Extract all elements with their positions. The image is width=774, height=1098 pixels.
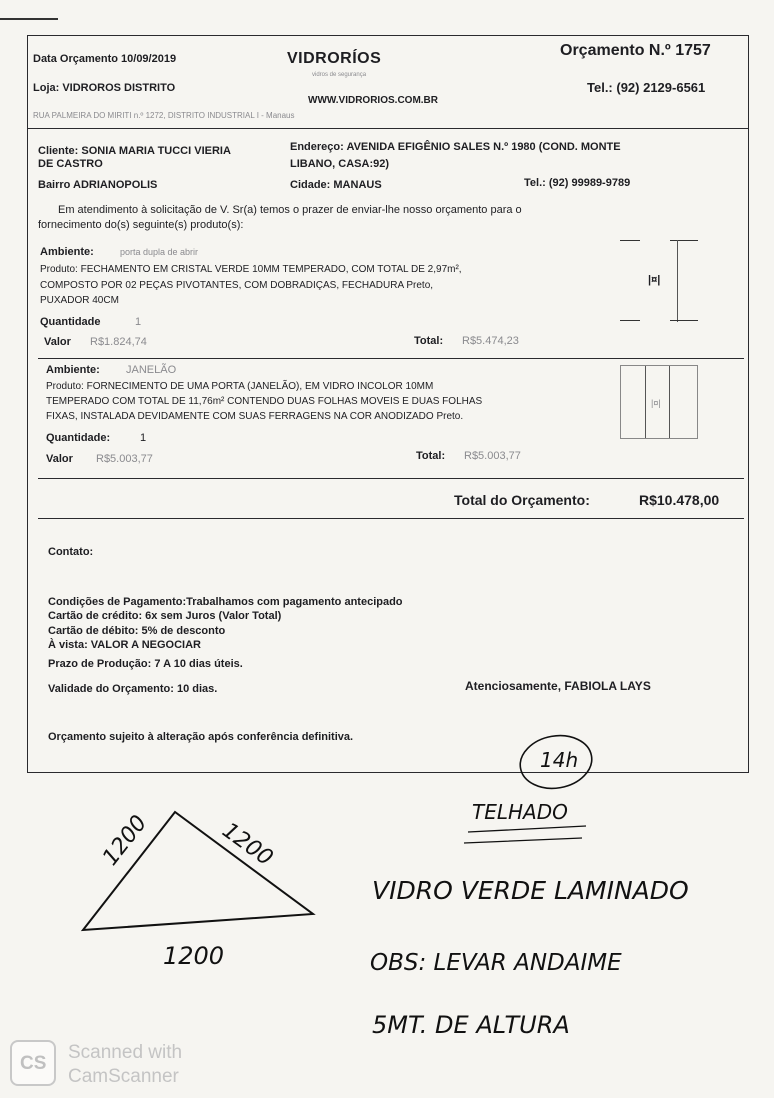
item2-total-label: Total: [416,450,446,462]
company-phone: Tel.: (92) 2129-6561 [587,80,706,95]
contact-label: Contato: [48,546,94,558]
item1-quantidade-value: 1 [135,316,142,328]
handwritten-initials: 14h [540,748,579,772]
cash-terms: À vista: VALOR A NEGOCIAR [48,639,201,651]
client-neighborhood: Bairro ADRIANOPOLIS [38,179,158,191]
signoff: Atenciosamente, FABIOLA LAYS [465,679,651,693]
item2-window-handle: |¤| [651,398,661,408]
item2-produto-3: FIXAS, INSTALADA DEVIDAMENTE COM SUAS FERRAGENS NA COR ANODIZADO Preto. [46,411,464,422]
payment-terms: Condições de Pagamento:Trabalhamos com pagamento antecipado [48,596,403,608]
title-underline [464,826,586,843]
disclaimer: Orçamento sujeito à alteração após conferência definitiva. [48,731,354,743]
item1-valor-label: Valor [44,336,71,348]
production-time: Prazo de Produção: 7 A 10 dias úteis. [48,658,243,670]
roof-side-bottom: 1200 [163,942,225,970]
company-logo: VIDRORÍOS [287,50,382,67]
client-name-2: DE CASTRO [38,158,103,170]
handwritten-line-2: OBS: LEVAR ANDAIME [370,950,622,976]
handwritten-title: TELHADO [472,800,568,824]
item2-total-value: R$5.003,77 [464,450,521,462]
intro-line-2: fornecimento do(s) seguinte(s) produto(s): [38,219,244,231]
item2-produto-2: TEMPERADO COM TOTAL DE 11,76m² CONTENDO DUAS FOLHAS MOVEIS E DUAS FOLHAS [46,396,483,407]
item1-produto-2: COMPOSTO POR 02 PEÇAS PIVOTANTES, COM DOBRADIÇAS, FECHADURA Preto, [40,280,434,291]
roof-side-left: 1200 [98,810,153,871]
client-name-1: Cliente: SONIA MARIA TUCCI VIERIA [38,145,231,157]
item1-valor-value: R$1.824,74 [90,336,147,348]
camscanner-badge-text: CS [20,1053,47,1074]
store-address: RUA PALMEIRA DO MIRITI n.º 1272, DISTRITO INDUSTRIAL I - Manaus [33,111,295,120]
item1-quantidade-label: Quantidade [40,316,101,328]
client-address-2: LIBANO, CASA:92) [290,158,390,170]
watermark-line-1: Scanned with [68,1042,183,1063]
item1-produto-3: PUXADOR 40CM [40,295,119,306]
order-total-value: R$10.478,00 [639,492,720,508]
intro-line-1: Em atendimento à solicitação de V. Sr(a) temos o prazer de enviar-lhe nosso orçamento para o [58,204,522,216]
item2-produto-1: Produto: FORNECIMENTO DE UMA PORTA (JANELÃO), EM VIDRO INCOLOR 10MM [46,381,434,392]
item1-door-handle: |¤| [648,274,661,286]
credit-terms: Cartão de crédito: 6x sem Juros (Valor Total) [48,610,282,622]
item2-valor-label: Valor [46,453,73,465]
handwritten-line-1: VIDRO VERDE LAMINADO [372,876,689,905]
order-total-label: Total do Orçamento: [454,492,590,508]
client-city: Cidade: MANAUS [290,179,382,191]
watermark-line-2: CamScanner [68,1066,179,1087]
debit-terms: Cartão de débito: 5% de desconto [48,625,226,637]
store-name: Loja: VIDROROS DISTRITO [33,82,176,94]
item2-quantidade-label: Quantidade: [46,432,111,444]
item2-ambiente-value: JANELÃO [126,364,177,376]
item1-total-label: Total: [414,335,444,347]
item2-valor-value: R$5.003,77 [96,453,153,465]
quote-validity: Validade do Orçamento: 10 dias. [48,683,218,695]
item2-ambiente-label: Ambiente: [46,364,100,376]
item1-total-value: R$5.474,23 [462,335,519,347]
item1-produto-1: Produto: FECHAMENTO EM CRISTAL VERDE 10MM TEMPERADO, COM TOTAL DE 2,97m², [40,264,462,275]
handwritten-line-3: 5MT. DE ALTURA [372,1011,570,1039]
company-tagline: vidros de segurança [312,72,367,78]
client-address-1: Endereço: AVENIDA EFIGÊNIO SALES N.º 1980 (COND. MONTE [290,141,621,153]
quote-number: Orçamento N.º 1757 [560,42,711,59]
item1-ambiente-label: Ambiente: [40,246,94,258]
quote-date: Data Orçamento 10/09/2019 [33,53,177,65]
roof-side-right: 1200 [217,818,278,872]
item2-quantidade-value: 1 [140,432,147,444]
camscanner-badge [10,1040,56,1086]
company-website: WWW.VIDRORIOS.COM.BR [308,95,438,106]
item1-ambiente-value: porta dupla de abrir [120,247,199,257]
client-phone: Tel.: (92) 99989-9789 [524,177,631,189]
